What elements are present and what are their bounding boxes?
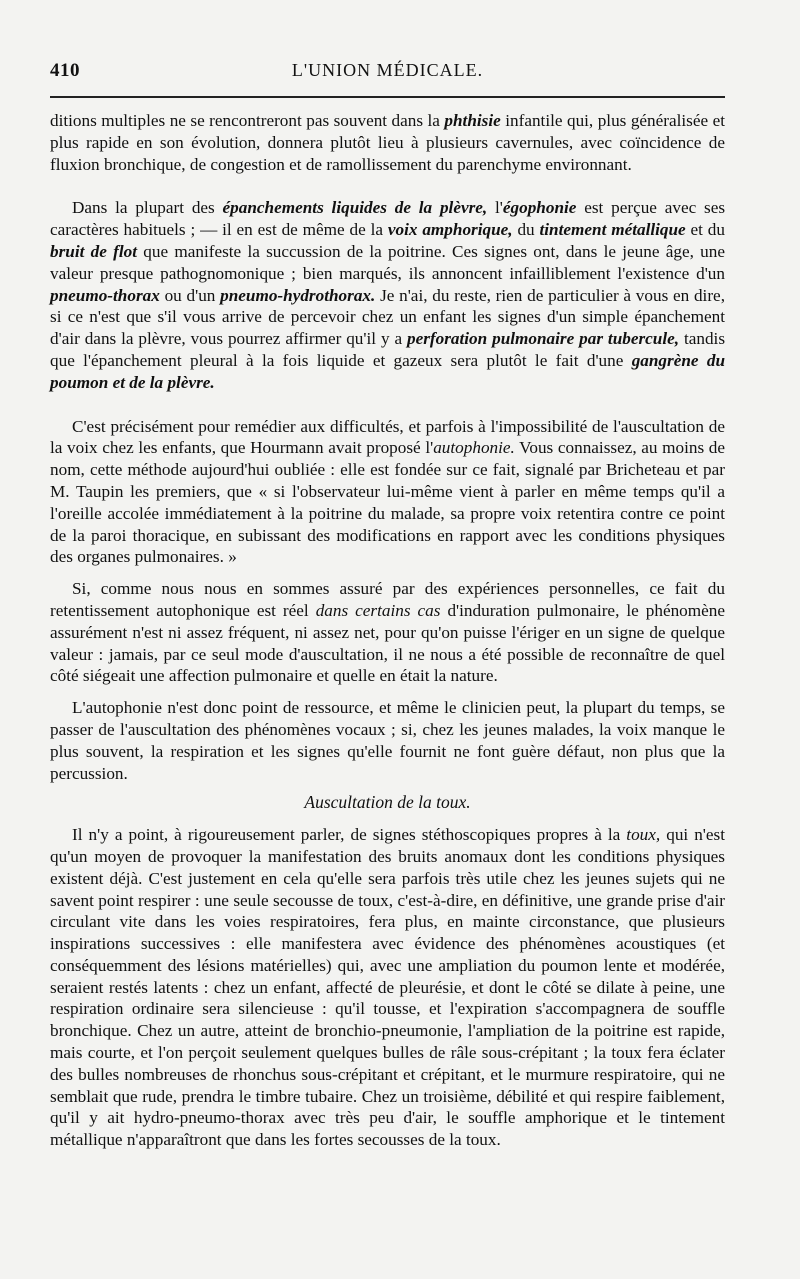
emphasis: égophonie xyxy=(502,198,577,218)
paragraph xyxy=(50,824,725,1151)
page-number: 410 xyxy=(50,60,80,81)
section-heading: Auscultation de la toux. xyxy=(304,792,471,813)
text: est perçue avec ses caractères habituels ; — il en est de même de la xyxy=(50,198,726,240)
text: Il n'y a point, à rigoureusement parler, de signes stéthoscopiques propres à la xyxy=(72,825,627,845)
text: Si, comme nous nous en sommes assuré par des expériences personnelles, ce fait du retentissement autophonique est réel xyxy=(50,579,725,620)
text: du xyxy=(512,220,540,240)
paragraph xyxy=(50,110,725,175)
text: Je n'ai, du reste, rien de particulier à vous en dire, si ce n'est que s'il vous arrive de percevoir chez un enfant les signes d'un simple épanchement d'air dans la plèvre, vous pourrez affirmer qu'il y a xyxy=(50,285,725,349)
text: L'autophonie n'est donc point de ressource, et même le clinicien peut, la plupart du temps, se passer de l'auscultation des phénomènes vocaux ; si, chez les jeunes malades, la voix manque le plus souvent, la respiration et les signes qu'elle fournit ne font guère défaut, non plus que la percussion. xyxy=(50,698,725,783)
emphasis: pneumo-hydrothorax. xyxy=(220,285,376,305)
text: tandis que l'épanchement pleural à la fois liquide et gazeux sera plutôt le fait d'une xyxy=(50,329,726,370)
paragraph xyxy=(50,578,725,687)
body-text xyxy=(50,110,725,1151)
text: qui n'est qu'un moyen de provoquer la manifestation des bruits anomaux dont les conditions physiques existent déjà. C'est justement en cela qu'elle sera parfois très utile chez les jeunes sujets qui ne savent point respirer : une seule secousse de toux, c'est-à-dire, en définitive, une grande prise d'air circulant vite dans les voies respiratoires, fera plus, en mainte circonstance, que plusieurs inspirations successives : elle manifestera avec évidence des phénomènes acoustiques (et conséquemment des lésions matérielles) qui, avec une ampliation du poumon lente et modérée, seraient restés latents : chez un enfant, affecté de pleurésie, et dont le côté se dilate à peine, une respiration ordinaire sera silencieuse : qu'il tousse, et l'expiration s'accompagnera de souffle bronchique. Chez un autre, atteint de bronchio-pneumonie, l'ampliation de la poitrine est rapide, mais courte, et l'on perçoit seulement quelques bulles de râle sous-crépitant ; la toux fera éclater des bulles nombreuses de rhonchus sous-crépitant et crépitant, et le murmure respiratoire, qui ne semblait que rude, prendra le timbre tubaire. Chez un troisième, débilité et qui respire faiblement, qu'il y ait hydro-pneumo-thorax avec très peu d'air, le souffle amphorique et le tintement métallique n'apparaîtront que dans les fortes secousses de la toux. xyxy=(50,825,725,1150)
emphasis: voix amphorique, xyxy=(387,220,513,240)
text: C'est précisément pour remédier aux difficultés, et parfois à l'impossibilité de l'auscultation de la voix chez les enfants, que Hourmann avait proposé l' xyxy=(50,416,725,458)
text: que manifeste la succussion de la poitrine. Ces signes ont, dans le jeune âge, une valeur presque pathognomonique ; bien marqués, ils annoncent infailliblement l'existence d'un xyxy=(50,241,725,283)
emphasis: perforation pulmonaire par tubercule, xyxy=(406,329,680,349)
emphasis: dans certains cas xyxy=(315,600,441,620)
text: ditions multiples ne se rencontreront pas souvent dans la xyxy=(50,111,445,130)
text: infantile qui, plus généralisée et plus rapide en son évolution, donnera plutôt lieu à plusieurs cavernules, avec coïncidence de fluxion bronchique, de congestion et de ramollissement du parenchyme environnant. xyxy=(50,111,725,174)
text: l' xyxy=(487,198,503,218)
text: d'induration pulmonaire, le phénomène assurément n'est ni assez fréquent, ni assez net, pour qu'on puisse l'ériger en un signe de quelque valeur : jamais, par ce seul mode d'auscultation, il ne nous a été possible de reconnaître de quel côté siégeait une affection pulmonaire et quelle en était la nature. xyxy=(50,600,725,686)
text: et du xyxy=(685,220,725,240)
emphasis: autophonie. xyxy=(433,438,515,458)
text: ou d'un xyxy=(159,285,221,305)
emphasis: bruit de flot xyxy=(50,241,138,261)
running-title: L'UNION MÉDICALE. xyxy=(291,60,484,80)
paragraph xyxy=(50,197,725,393)
emphasis: phthisie xyxy=(444,111,501,130)
paragraph xyxy=(50,697,725,784)
page-header xyxy=(50,60,725,86)
emphasis: pneumo-thorax xyxy=(50,285,160,305)
header-rule xyxy=(50,96,725,98)
text: Vous connaissez, au moins de nom, cette méthode aujourd'hui oubliée : elle est fondée sur ce fait, signalé par Bricheteau et par M. Taupin les premiers, que « si l'observateur lui-même vient à parler en même temps qu'il a l'oreille accolée immédiatement à la poitrine du malade, sa propre voix retentira contre ce point de la paroi thoracique, en subissant des modifications en rapport avec les conditions physiques des organes pulmonaires. » xyxy=(50,438,725,567)
text: Dans la plupart des xyxy=(72,198,223,218)
emphasis: toux, xyxy=(626,825,661,845)
emphasis: tintement métallique xyxy=(539,220,686,240)
paragraph xyxy=(50,416,725,569)
emphasis: gangrène du poumon et de la plèvre. xyxy=(50,350,725,392)
emphasis: épanchements liquides de la plèvre, xyxy=(222,198,488,218)
